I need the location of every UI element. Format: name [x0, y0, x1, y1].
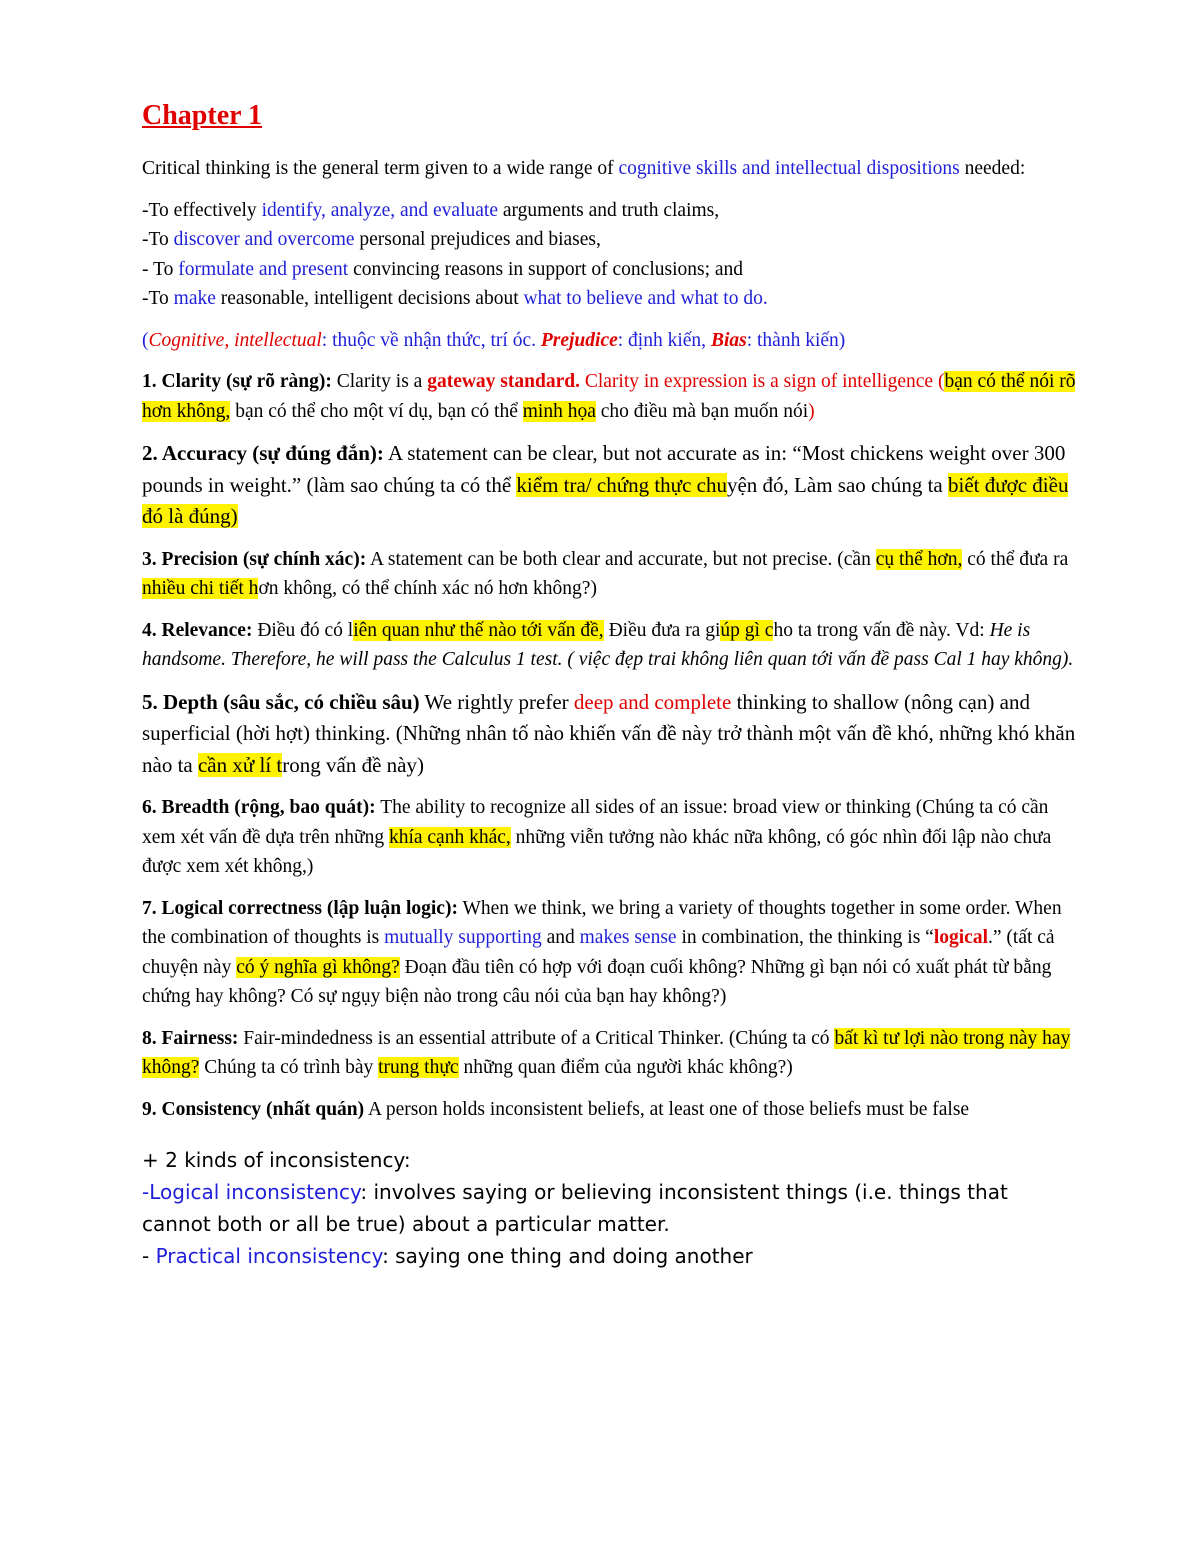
standard-depth: 5. Depth (sâu sắc, có chiều sâu) We rightly prefer deep and complete thinking to shallow (nông cạn) and superficial (hời hợt) thinking. (Những nhân tố nào khiến vấn đề này trở thành một vấn đề khó, những khó khăn nào ta cần xử lí trong vấn đề này) — [142, 689, 1076, 777]
standard-breadth: 6. Breadth (rộng, bao quát): The ability to recognize all sides of an issue: broad view or thinking (Chúng ta có cần xem xét vấn đề dựa trên những khía cạnh khác, những viễn tưởng nào khác nữa không, có góc nhìn đối lập nào chưa được xem xét không,) — [142, 797, 1052, 877]
section-heading: Logical correctness (lập luận logic): — [161, 897, 458, 919]
list-item: -To discover and overcome personal prejudices and biases, — [142, 229, 601, 250]
section-heading: Depth (sâu sắc, có chiều sâu) — [163, 689, 420, 714]
purpose-list — [142, 196, 1082, 314]
standard-clarity: 1. Clarity (sự rõ ràng): Clarity is a gateway standard. Clarity in expression is a sign of intelligence (bạn có thể nói rõ hơn không, bạn có thể cho một ví dụ, bạn có thể minh họa cho điều mà bạn muốn nói) — [142, 371, 1076, 422]
standard-logical-correctness: 7. Logical correctness (lập luận logic): When we think, we bring a variety of thoughts together in some order. When the combination of thoughts is mutually supporting and makes sense in combination, the thinking is “logical.” (tất cả chuyện này có ý nghĩa gì không? Đoạn đầu tiên có hợp với đoạn cuối không? Những gì bạn nói có xuất phát từ bằng chứng hay không? Có sự ngụy biện nào trong câu nói của bạn hay không?) — [142, 897, 1062, 1007]
inconsistency-kinds — [142, 1144, 1082, 1272]
section-heading: (sự đúng đắn): — [246, 441, 384, 465]
list-item: -To effectively identify, analyze, and evaluate arguments and truth claims, — [142, 199, 720, 221]
glossary-line: (Cognitive, intellectual: thuộc về nhận thức, trí óc. Prejudice: định kiến, Bias: thành kiến) — [142, 329, 846, 351]
intro-paragraph: Critical thinking is the general term given to a wide range of cognitive skills and intellectual dispositions needed: — [142, 158, 1026, 179]
document-page — [142, 96, 1082, 1272]
section-heading: Relevance: — [161, 619, 253, 641]
section-heading: Fairness: — [161, 1027, 239, 1049]
standard-accuracy: 2. Accuracy (sự đúng đắn): A statement can be clear, but not accurate as in: “Most chickens weight over 300 pounds in weight.” (làm sao chúng ta có thể kiểm tra/ chứng thực chuyện đó, Làm sao chúng ta biết được điều đó là đúng) — [142, 441, 1069, 528]
list-item: -To make reasonable, intelligent decisions about what to believe and what to do. — [142, 288, 768, 309]
logical-inconsistency: -Logical inconsistency: involves saying or believing inconsistent things (i.e. things that cannot both or all be true) about a particular matter. — [142, 1180, 1008, 1236]
section-heading: Precision (sự chính xác): — [161, 548, 367, 570]
standard-fairness: 8. Fairness: Fair-mindedness is an essential attribute of a Critical Thinker. (Chúng ta có bất kì tư lợi nào trong này hay không? Chúng ta có trình bày trung thực những quan điểm của người khác không?) — [142, 1027, 1071, 1078]
section-heading: Breadth (rộng, bao quát): — [161, 797, 376, 818]
kinds-heading: + 2 kinds of inconsistency: — [142, 1148, 411, 1172]
list-item: - To formulate and present convincing reasons in support of conclusions; and — [142, 258, 744, 280]
section-heading: Clarity (sự rõ ràng): — [161, 371, 332, 392]
standard-consistency: 9. Consistency (nhất quán) A person holds inconsistent beliefs, at least one of those beliefs must be false — [142, 1098, 970, 1120]
chapter-title: Chapter 1 — [142, 100, 263, 131]
standard-relevance: 4. Relevance: Điều đó có liên quan như thế nào tới vấn đề, Điều đưa ra giúp gì cho ta trong vấn đề này. Vd: He is handsome. Therefore, he will pass the Calculus 1 test. ( việc đẹp trai không liên quan tới vấn đề pass Cal 1 hay không). — [142, 619, 1074, 670]
section-heading: Consistency (nhất quán) — [161, 1098, 365, 1120]
standard-precision: 3. Precision (sự chính xác): A statement can be both clear and accurate, but not precise. (cần cụ thể hơn, có thể đưa ra nhiều chi tiết hơn không, có thể chính xác nó hơn không?) — [142, 548, 1069, 599]
practical-inconsistency: - Practical inconsistency: saying one thing and doing another — [142, 1244, 753, 1268]
